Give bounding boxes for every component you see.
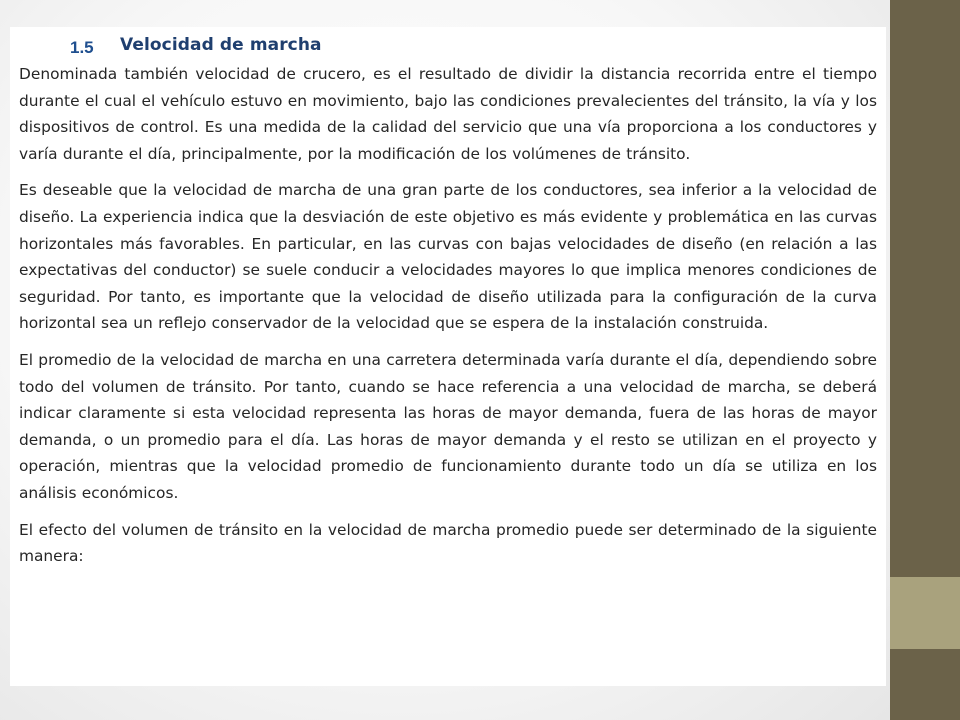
section-number: 1.5 xyxy=(70,38,94,57)
paragraph: El efecto del volumen de tránsito en la velocidad de marcha promedio puede ser determinado de la siguiente manera: xyxy=(19,520,877,566)
section-title: Velocidad de marcha xyxy=(120,35,322,55)
right-band-accent xyxy=(890,577,960,649)
paragraph: El promedio de la velocidad de marcha en una carretera determinada varía durante el día, dependiendo sobre todo del volumen de tránsito. Por tanto, cuando se hace referencia a una velocidad de marcha, se deberá indicar claramente si esta velocidad representa las horas de mayor demanda, fuera de las horas de mayor demanda, o un promedio para el día. Las horas de mayor demanda y el resto se utilizan en el proyecto y operación, mientras que la velocidad promedio de funcionamiento durante todo un día se utiliza en los análisis económicos. xyxy=(19,350,877,502)
paragraph: Denominada también velocidad de crucero, es el resultado de dividir la distancia recorrida entre el tiempo durante el cual el vehículo estuvo en movimiento, bajo las condiciones prevalecientes del tránsito, la vía y los dispositivos de control. Es una medida de la calidad del servicio que una vía proporciona a los conductores y varía durante el día, principalmente, por la modificación de los volúmenes de tránsito. xyxy=(19,65,877,163)
section-heading xyxy=(19,35,877,61)
paragraph: Es deseable que la velocidad de marcha de una gran parte de los conductores, sea inferior a la velocidad de diseño. La experiencia indica que la desviación de este objetivo es más evidente y problemática en las curvas horizontales más favorables. En particular, en las curvas con bajas velocidades de diseño (en relación a las expectativas del conductor) se suele conducir a velocidades mayores lo que implica menores condiciones de seguridad. Por tanto, es importante que la velocidad de diseño utilizada para la configuración de la curva horizontal sea un reflejo conservador de la velocidad que se espera de la instalación construida. xyxy=(19,181,877,333)
document-excerpt xyxy=(10,27,886,686)
